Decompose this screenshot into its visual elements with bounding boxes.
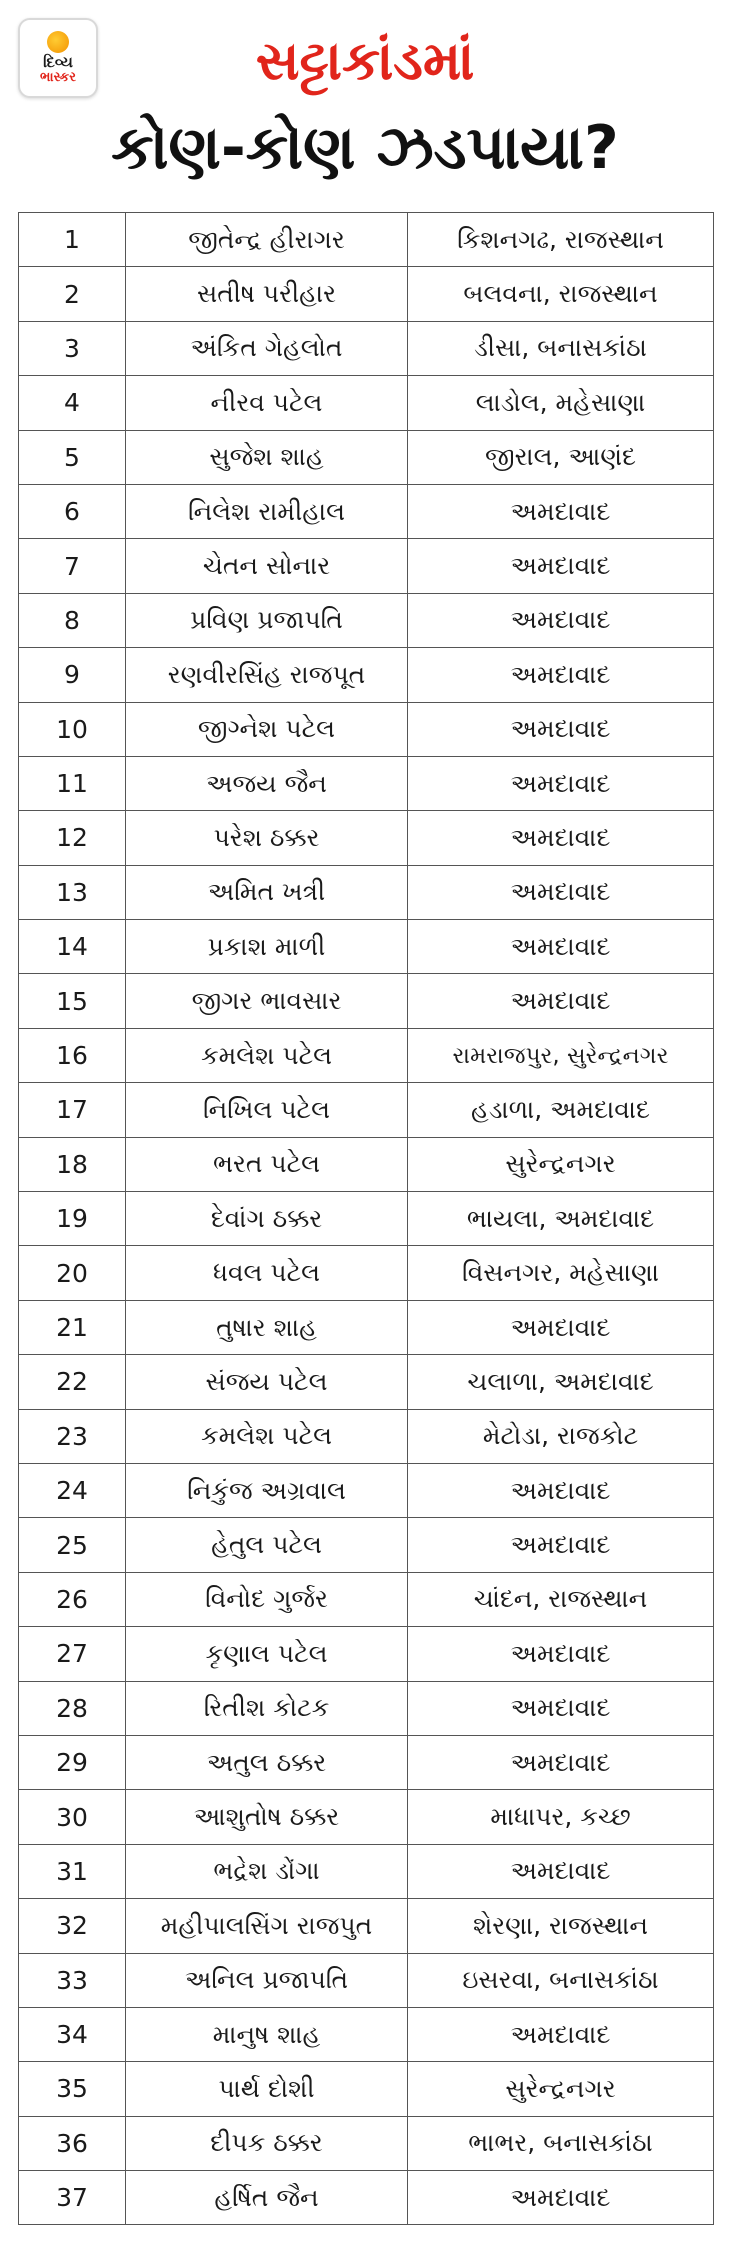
row-number-cell: 4 (19, 376, 126, 430)
person-name-cell: ભદ્રેશ ડોંગા (126, 1844, 408, 1898)
table-row (19, 213, 714, 267)
row-number-cell: 15 (19, 974, 126, 1028)
person-name-cell: જીગ્નેશ પટેલ (126, 702, 408, 756)
table-row (19, 484, 714, 538)
place-cell: શેરણા, રાજસ્થાન (408, 1899, 714, 1953)
table-row (19, 1681, 714, 1735)
row-number-cell: 34 (19, 2007, 126, 2061)
table-row (19, 1300, 714, 1354)
row-number-cell: 10 (19, 702, 126, 756)
row-number-cell: 12 (19, 811, 126, 865)
table-row (19, 756, 714, 810)
place-cell: ચલાળા, અમદાવાદ (408, 1355, 714, 1409)
place-cell: સુરેન્દ્રનગર (408, 2062, 714, 2116)
row-number-cell: 19 (19, 1192, 126, 1246)
person-name-cell: કમલેશ પટેલ (126, 1028, 408, 1082)
place-cell: જીરાલ, આણંદ (408, 430, 714, 484)
table-row (19, 974, 714, 1028)
person-name-cell: પરેશ ઠક્કર (126, 811, 408, 865)
person-name-cell: જીતેન્દ્ર હીરાગર (126, 213, 408, 267)
place-cell: અમદાવાદ (408, 539, 714, 593)
place-cell: લાડોલ, મહેસાણા (408, 376, 714, 430)
row-number-cell: 5 (19, 430, 126, 484)
place-cell: અમદાવાદ (408, 1463, 714, 1517)
place-cell: અમદાવાદ (408, 811, 714, 865)
table-row (19, 1790, 714, 1844)
table-row (19, 1246, 714, 1300)
row-number-cell: 24 (19, 1463, 126, 1517)
row-number-cell: 36 (19, 2116, 126, 2170)
place-cell: ભાયલા, અમદાવાદ (408, 1192, 714, 1246)
row-number-cell: 29 (19, 1735, 126, 1789)
row-number-cell: 25 (19, 1518, 126, 1572)
row-number-cell: 17 (19, 1083, 126, 1137)
logo-text-line2: ભાસ્કર (40, 70, 76, 86)
row-number-cell: 28 (19, 1681, 126, 1735)
table-row (19, 920, 714, 974)
table-row (19, 2007, 714, 2061)
person-name-cell: કમલેશ પટેલ (126, 1409, 408, 1463)
table-row (19, 865, 714, 919)
person-name-cell: નિલેશ રામીહાલ (126, 484, 408, 538)
row-number-cell: 1 (19, 213, 126, 267)
person-name-cell: હર્ષિત જૈન (126, 2171, 408, 2225)
person-name-cell: રણવીરસિંહ રાજપૂત (126, 648, 408, 702)
row-number-cell: 6 (19, 484, 126, 538)
table-row (19, 1627, 714, 1681)
person-name-cell: નિખિલ પટેલ (126, 1083, 408, 1137)
table-row (19, 1409, 714, 1463)
row-number-cell: 35 (19, 2062, 126, 2116)
row-number-cell: 27 (19, 1627, 126, 1681)
place-cell: અમદાવાદ (408, 1681, 714, 1735)
person-name-cell: અજય જૈન (126, 756, 408, 810)
person-name-cell: પાર્થ દોશી (126, 2062, 408, 2116)
table-row (19, 430, 714, 484)
row-number-cell: 21 (19, 1300, 126, 1354)
table-row (19, 593, 714, 647)
person-name-cell: ધવલ પટેલ (126, 1246, 408, 1300)
person-name-cell: નિકુંજ અગ્રવાલ (126, 1463, 408, 1517)
headline-line1: સટ્ટાકાંડમાં (255, 29, 475, 92)
table-row (19, 376, 714, 430)
row-number-cell: 22 (19, 1355, 126, 1409)
row-number-cell: 31 (19, 1844, 126, 1898)
person-name-cell: આશુતોષ ઠક્કર (126, 1790, 408, 1844)
row-number-cell: 23 (19, 1409, 126, 1463)
place-cell: અમદાવાદ (408, 756, 714, 810)
table-row (19, 539, 714, 593)
place-cell: અમદાવાદ (408, 648, 714, 702)
person-name-cell: અમિત ખત્રી (126, 865, 408, 919)
place-cell: અમદાવાદ (408, 1627, 714, 1681)
place-cell: વિસનગર, મહેસાણા (408, 1246, 714, 1300)
table-row (19, 702, 714, 756)
row-number-cell: 9 (19, 648, 126, 702)
table-row (19, 1192, 714, 1246)
person-name-cell: પ્રકાશ માળી (126, 920, 408, 974)
row-number-cell: 30 (19, 1790, 126, 1844)
person-name-cell: સતીષ પરીહાર (126, 267, 408, 321)
place-cell: સુરેન્દ્રનગર (408, 1137, 714, 1191)
person-name-cell: મહીપાલસિંગ રાજપુત (126, 1899, 408, 1953)
row-number-cell: 32 (19, 1899, 126, 1953)
place-cell: અમદાવાદ (408, 1518, 714, 1572)
row-number-cell: 33 (19, 1953, 126, 2007)
person-name-cell: જીગર ભાવસાર (126, 974, 408, 1028)
table-row (19, 1735, 714, 1789)
place-cell: અમદાવાદ (408, 1844, 714, 1898)
place-cell: ઇસરવા, બનાસકાંઠા (408, 1953, 714, 2007)
person-name-cell: વિનોદ ગુર્જર (126, 1572, 408, 1626)
person-name-cell: પ્રવિણ પ્રજાપતિ (126, 593, 408, 647)
row-number-cell: 7 (19, 539, 126, 593)
row-number-cell: 18 (19, 1137, 126, 1191)
person-name-cell: સુજેશ શાહ (126, 430, 408, 484)
table-row (19, 811, 714, 865)
row-number-cell: 13 (19, 865, 126, 919)
person-name-cell: અતુલ ઠક્કર (126, 1735, 408, 1789)
person-name-cell: દીપક ઠક્કર (126, 2116, 408, 2170)
table-row (19, 1083, 714, 1137)
place-cell: અમદાવાદ (408, 702, 714, 756)
person-name-cell: ભરત પટેલ (126, 1137, 408, 1191)
accused-list-body (19, 213, 714, 2225)
place-cell: ભાભર, બનાસકાંઠા (408, 2116, 714, 2170)
table-row (19, 648, 714, 702)
place-cell: અમદાવાદ (408, 920, 714, 974)
table-row (19, 1518, 714, 1572)
place-cell: ડીસા, બનાસકાંઠા (408, 321, 714, 375)
logo-text-line1: દિવ્ય (43, 53, 73, 72)
place-cell: રામરાજપુર, સુરેન્દ્રનગર (408, 1028, 714, 1082)
table-row (19, 267, 714, 321)
table-row (19, 1572, 714, 1626)
row-number-cell: 20 (19, 1246, 126, 1300)
person-name-cell: કૃણાલ પટેલ (126, 1627, 408, 1681)
person-name-cell: તુષાર શાહ (126, 1300, 408, 1354)
row-number-cell: 26 (19, 1572, 126, 1626)
place-cell: અમદાવાદ (408, 593, 714, 647)
table-row (19, 1953, 714, 2007)
place-cell: માધાપર, કચ્છ (408, 1790, 714, 1844)
table-row (19, 321, 714, 375)
row-number-cell: 2 (19, 267, 126, 321)
place-cell: કિશનગઢ, રાજસ્થાન (408, 213, 714, 267)
table-row (19, 1355, 714, 1409)
table-row (19, 2171, 714, 2225)
row-number-cell: 37 (19, 2171, 126, 2225)
place-cell: બલવના, રાજસ્થાન (408, 267, 714, 321)
row-number-cell: 14 (19, 920, 126, 974)
person-name-cell: અનિલ પ્રજાપતિ (126, 1953, 408, 2007)
table-row (19, 1028, 714, 1082)
person-name-cell: માનુષ શાહ (126, 2007, 408, 2061)
row-number-cell: 16 (19, 1028, 126, 1082)
place-cell: અમદાવાદ (408, 974, 714, 1028)
accused-list-table-wrapper (18, 212, 710, 2225)
row-number-cell: 3 (19, 321, 126, 375)
row-number-cell: 11 (19, 756, 126, 810)
person-name-cell: દેવાંગ ઠક્કર (126, 1192, 408, 1246)
table-row (19, 1844, 714, 1898)
table-row (19, 2062, 714, 2116)
person-name-cell: ચેતન સોનાર (126, 539, 408, 593)
table-row (19, 1463, 714, 1517)
person-name-cell: રિતીશ કોટક (126, 1681, 408, 1735)
table-row (19, 1137, 714, 1191)
place-cell: ચાંદન, રાજસ્થાન (408, 1572, 714, 1626)
accused-list-table (18, 212, 714, 2225)
row-number-cell: 8 (19, 593, 126, 647)
table-row (19, 2116, 714, 2170)
place-cell: અમદાવાદ (408, 865, 714, 919)
table-row (19, 1899, 714, 1953)
person-name-cell: નીરવ પટેલ (126, 376, 408, 430)
place-cell: અમદાવાદ (408, 2007, 714, 2061)
place-cell: હડાળા, અમદાવાદ (408, 1083, 714, 1137)
place-cell: અમદાવાદ (408, 484, 714, 538)
place-cell: અમદાવાદ (408, 1300, 714, 1354)
person-name-cell: અંકિત ગેહલોત (126, 321, 408, 375)
place-cell: અમદાવાદ (408, 1735, 714, 1789)
headline-line2: કોણ-કોણ ઝડપાયા? (111, 113, 619, 183)
place-cell: અમદાવાદ (408, 2171, 714, 2225)
place-cell: મેટોડા, રાજકોટ (408, 1409, 714, 1463)
person-name-cell: હેતુલ પટેલ (126, 1518, 408, 1572)
person-name-cell: સંજય પટેલ (126, 1355, 408, 1409)
